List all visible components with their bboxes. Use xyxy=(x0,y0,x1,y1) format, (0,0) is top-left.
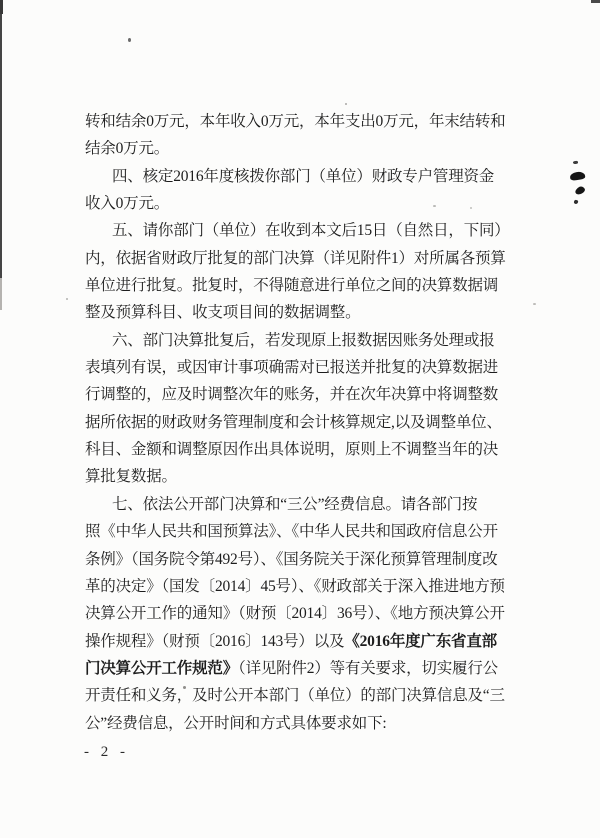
text-line: 行调整的，应及时调整次年的账务，并在次年决算中将调整数 xyxy=(85,386,499,404)
scan-speck xyxy=(66,298,68,300)
text-line: 结余0万元。 xyxy=(85,140,170,158)
text-line: 整及预算科目、收支项目间的数据调整。 xyxy=(85,304,361,322)
text-line: 公”经费信息，公开时间和方式具体要求如下: xyxy=(85,714,387,732)
text-line: 转和结余0万元，本年收入0万元，本年支出0万元，年末结转和 xyxy=(85,113,506,130)
text-line: 开责任和义务，及时公开本部门（单位）的部门决算信息及“三 xyxy=(85,687,505,705)
text-line: 照《中华人民共和国预算法》、《中华人民共和国政府信息公开 xyxy=(85,523,498,541)
text-line: 六、部门决算批复后，若发现原上报数据因账务处理或报 xyxy=(112,331,495,349)
text-line: 内，依据省财政厅批复的部门决算（详见附件1）对所属各预算 xyxy=(85,249,506,267)
text-line: 决算公开工作的通知》（财预〔2014〕36号）、《地方预决算公开 xyxy=(85,605,505,623)
scan-edge-shadow-fade xyxy=(0,278,2,310)
text-line: 科目、金额和调整原因作出具体说明，原则上不调整当年的决 xyxy=(85,441,499,459)
ink-blob xyxy=(569,171,585,181)
scan-edge-shadow xyxy=(0,0,2,278)
text-line: 门决算公开工作规范》（详见附件2）等有关要求，切实履行公 xyxy=(85,659,498,677)
ink-dot xyxy=(573,161,578,165)
text-line: 条例》（国务院令第492号）、《国务院关于深化预算管理制度改 xyxy=(85,550,498,568)
text-line: 四、核定2016年度核拨你部门（单位）财政专户管理资金 xyxy=(112,167,495,185)
scan-corner-artifact xyxy=(591,0,600,3)
scan-speck xyxy=(345,103,347,105)
text-line: 操作规程》（财预〔2016〕143号）以及《2016年度广东省直部 xyxy=(85,632,497,650)
ink-blob xyxy=(574,185,586,196)
text-line: 收入0万元。 xyxy=(85,195,170,213)
text-line: 革的决定》（国发〔2014〕45号）、《财政部关于深入推进地方预 xyxy=(85,577,505,595)
ink-dot xyxy=(574,200,579,205)
scan-speck xyxy=(533,303,536,305)
text-line: 表填列有误，或因审计事项确需对已报送并批复的决算数据进 xyxy=(85,359,499,377)
scan-edge-shadow-cap xyxy=(0,0,3,14)
scan-speck xyxy=(128,38,131,42)
text-line: 算批复数据。 xyxy=(85,468,177,486)
page-number: - 2 - xyxy=(84,744,129,760)
document-body xyxy=(85,108,522,737)
text-line: 单位进行批复。批复时，不得随意进行单位之间的决算数据调 xyxy=(85,277,499,295)
text-line: 五、请你部门（单位）在收到本文后15日（自然日，下同） xyxy=(112,222,510,240)
text-line: 据所依据的财政财务管理制度和会计核算规定,以及调整单位、 xyxy=(85,413,502,431)
text-line: 七、依法公开部门决算和“三公”经费信息。请各部门按 xyxy=(112,495,478,513)
